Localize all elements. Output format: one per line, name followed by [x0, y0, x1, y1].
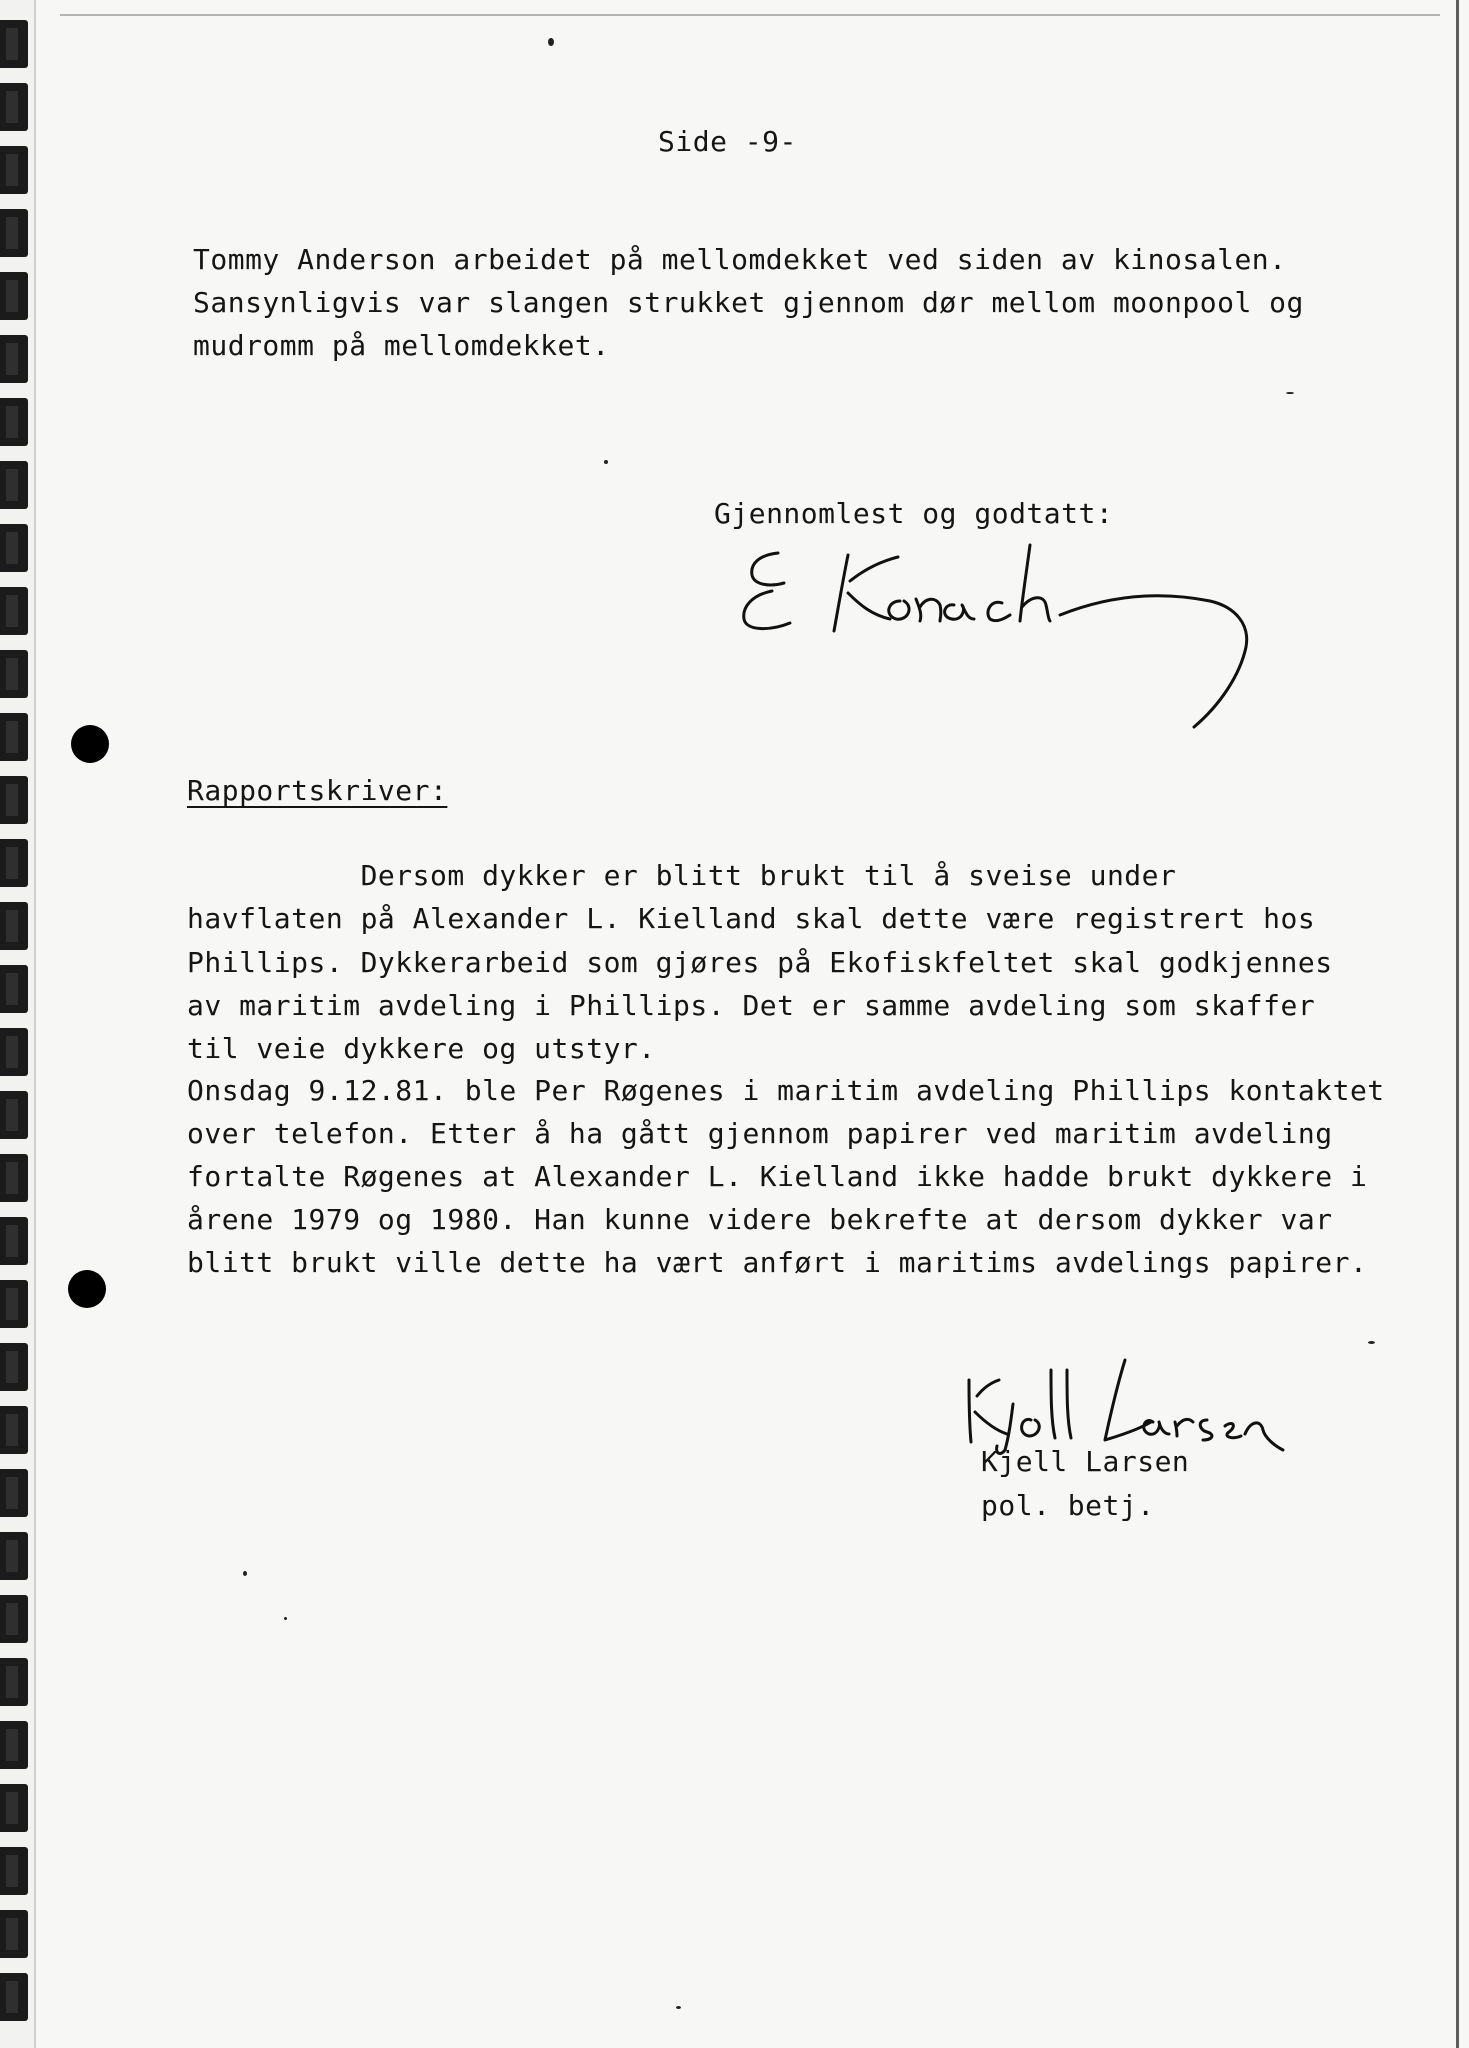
scan-speck [1286, 392, 1294, 394]
scan-speck [676, 2006, 681, 2009]
binding-slot [0, 209, 28, 257]
report-line: Phillips. Dykkerarbeid som gjøres på Ekofiskfeltet skal godkjennes [187, 946, 1333, 979]
punch-hole-lower [68, 1270, 106, 1308]
signatory-title: pol. betj. [981, 1489, 1155, 1522]
report-line: Onsdag 9.12.81. ble Per Røgenes i maritim avdeling Phillips kontaktet [187, 1074, 1385, 1107]
binding-slot [0, 776, 28, 824]
binding-slot [0, 1973, 28, 2021]
binding-slot [0, 1595, 28, 1643]
binding-slot [0, 524, 28, 572]
signatory-name: Kjell Larsen [981, 1445, 1190, 1478]
approval-label: Gjennomlest og godtatt: [714, 497, 1114, 530]
report-line: fortalte Røgenes at Alexander L. Kielland ikke hadde brukt dykkere i [187, 1160, 1368, 1193]
page-top-edge [60, 14, 1440, 16]
binding-slot [0, 1532, 28, 1580]
binding-slot [0, 1028, 28, 1076]
binding-slot [0, 902, 28, 950]
punch-hole-upper [71, 725, 109, 763]
binding-slot [0, 1658, 28, 1706]
binding-slot [0, 1721, 28, 1769]
binding-slot [0, 1343, 28, 1391]
binding-slot [0, 335, 28, 383]
approver-signature [730, 535, 1270, 735]
report-line: av maritim avdeling i Phillips. Det er samme avdeling som skaffer [187, 989, 1316, 1022]
binding-slot [0, 650, 28, 698]
binding-slot [0, 20, 28, 68]
binding-slot [0, 713, 28, 761]
scan-speck [1368, 1341, 1375, 1344]
report-line: Dersom dykker er blitt brukt til å sveise under [187, 859, 1177, 892]
binding-slot [0, 965, 28, 1013]
binding-slot [0, 398, 28, 446]
paragraph-line: mudromm på mellomdekket. [193, 329, 610, 362]
signatory-signature [955, 1350, 1285, 1460]
binding-slot [0, 1280, 28, 1328]
report-line: årene 1979 og 1980. Han kunne videre bekrefte at dersom dykker var [187, 1203, 1333, 1236]
binding-slot [0, 272, 28, 320]
binding-slot [0, 146, 28, 194]
binding-slot [0, 1910, 28, 1958]
binding-slot [0, 1784, 28, 1832]
binding-strip [0, 0, 36, 2048]
binding-slot [0, 1469, 28, 1517]
report-writer-heading: Rapportskriver: [187, 774, 448, 807]
binding-slot [0, 587, 28, 635]
binding-slot [0, 1154, 28, 1202]
scan-speck [243, 1571, 247, 1576]
page-number: Side -9- [658, 125, 797, 158]
report-line: over telefon. Etter å ha gått gjennom papirer ved maritim avdeling [187, 1117, 1333, 1150]
binding-slot [0, 839, 28, 887]
paragraph-line: Tommy Anderson arbeidet på mellomdekket ved siden av kinosalen. [193, 243, 1287, 276]
binding-slot [0, 1217, 28, 1265]
paragraph-line: Sansynligvis var slangen strukket gjennom dør mellom moonpool og [193, 286, 1304, 319]
report-line: blitt brukt ville dette ha vært anført i maritims avdelings papirer. [187, 1246, 1368, 1279]
binding-slot [0, 83, 28, 131]
binding-slot [0, 461, 28, 509]
report-line: til veie dykkere og utstyr. [187, 1032, 656, 1065]
scan-speck [284, 1617, 287, 1620]
binding-slot [0, 1847, 28, 1895]
binding-slot [0, 1406, 28, 1454]
scan-speck [548, 38, 554, 46]
page-right-edge [1456, 0, 1459, 2048]
scan-speck [604, 460, 608, 464]
report-line: havflaten på Alexander L. Kielland skal dette være registrert hos [187, 902, 1316, 935]
binding-slot [0, 1091, 28, 1139]
